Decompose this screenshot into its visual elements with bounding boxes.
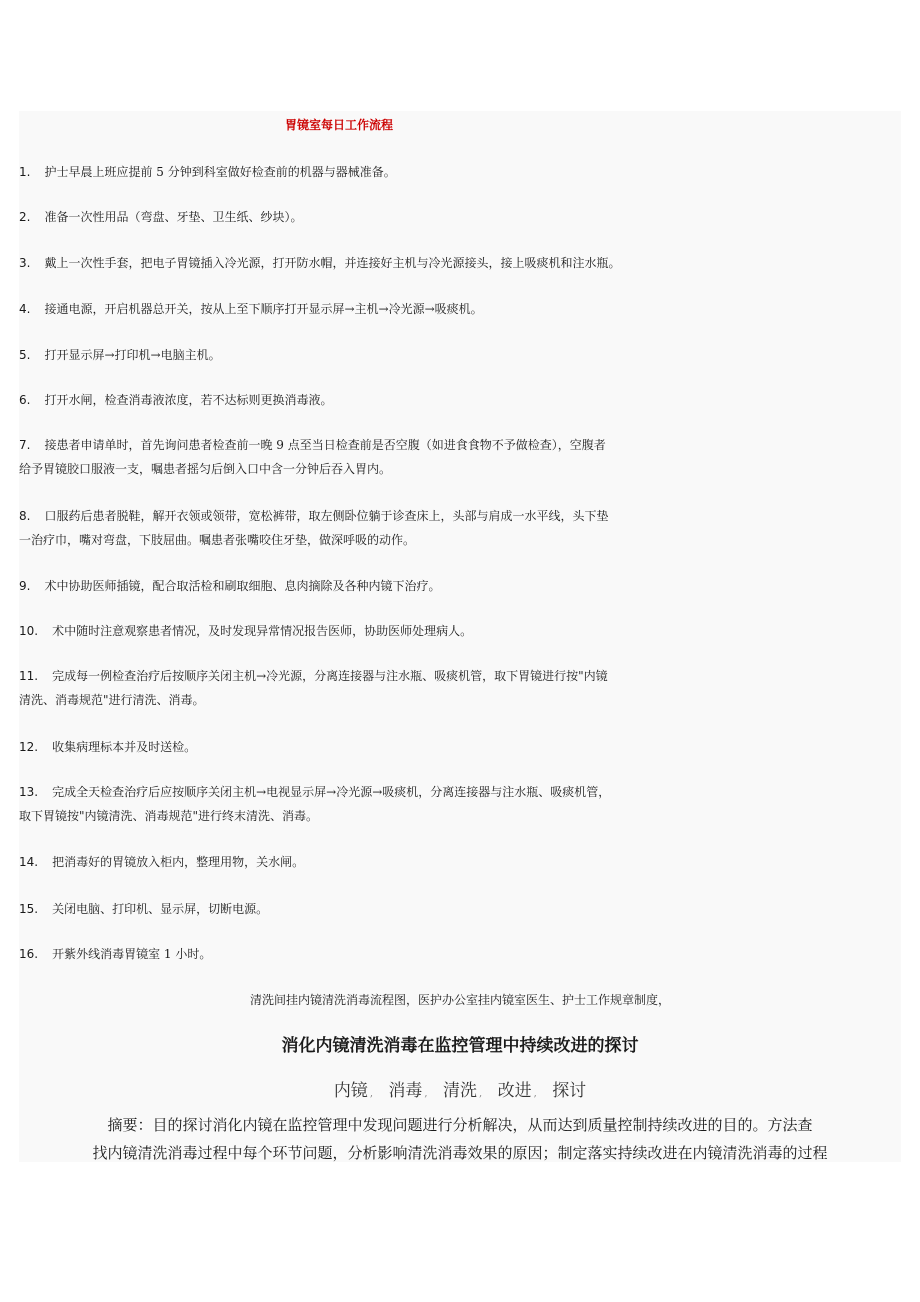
- step-item: [19, 504, 608, 552]
- step-number: 10.: [19, 624, 39, 638]
- step-text: 术中协助医师插镜，配合取活检和刷取细胞、息肉摘除及各种内镜下治疗。: [44, 579, 441, 593]
- step-item: [19, 160, 396, 184]
- step-item: [19, 388, 332, 412]
- keyword: 清洗: [443, 1081, 477, 1101]
- step-line: [19, 297, 483, 321]
- step-text: 戴上一次性手套，把电子胃镜插入冷光源，打开防水帽，并连接好主机与冷光源接头，接上吸痰机和注水瓶。: [44, 256, 621, 270]
- step-text: 护士早晨上班应提前 5 分钟到科室做好检查前的机器与器械准备。: [44, 165, 396, 179]
- step-line: [19, 160, 396, 184]
- step-text: 完成每一例检查治疗后按顺序关闭主机→冷光源，分离连接器与注水瓶、吸痰机管，取下胃镜进行按"内镜: [52, 669, 608, 683]
- keyword: 探讨: [552, 1081, 587, 1101]
- step-line: [19, 504, 608, 528]
- step-item: [19, 251, 620, 275]
- step-text: 一治疗巾，嘴对弯盘，下肢屈曲。嘱患者张嘴咬住牙垫，做深呼吸的动作。: [19, 533, 416, 547]
- keyword: 消毒: [388, 1081, 423, 1101]
- step-text: 清洗、消毒规范"进行清洗、消毒。: [19, 693, 205, 707]
- step-number: 6.: [19, 393, 31, 407]
- step-line: [19, 205, 302, 229]
- step-item: [19, 433, 606, 481]
- step-number: 8.: [19, 509, 31, 523]
- step-number: 16.: [19, 947, 39, 961]
- step-line: [19, 251, 620, 275]
- step-number: 15.: [19, 902, 39, 916]
- step-text: 口服药后患者脱鞋，解开衣领或领带，宽松裤带，取左侧卧位躺于诊查床上，头部与肩成一水平线，头下垫: [44, 509, 609, 523]
- abstract-line: 找内镜清洗消毒过程中每个环节问题，分析影响清洗消毒效果的原因；制定落实持续改进在内镜清洗消毒的过程: [92, 1144, 828, 1162]
- step-item: [19, 850, 304, 874]
- abstract: [19, 1111, 901, 1167]
- keyword-separator: ,: [424, 1088, 428, 1099]
- step-number: 4.: [19, 302, 31, 316]
- step-item: [19, 619, 472, 643]
- step-number: 5.: [19, 348, 31, 362]
- keyword-separator: ,: [479, 1088, 483, 1099]
- step-text: 打开水闸，检查消毒液浓度，若不达标则更换消毒液。: [44, 393, 333, 407]
- step-text: 术中随时注意观察患者情况，及时发现异常情况报告医师，协助医师处理病人。: [52, 624, 473, 638]
- step-item: [19, 942, 211, 966]
- step-number: 7.: [19, 438, 31, 452]
- step-number: 3.: [19, 256, 31, 270]
- step-text: 把消毒好的胃镜放入柜内，整理用物，关水闸。: [52, 855, 305, 869]
- keyword-separator: ,: [369, 1088, 373, 1099]
- keyword: 改进: [497, 1081, 532, 1101]
- step-text: 关闭电脑、打印机、显示屏，切断电源。: [52, 902, 269, 916]
- step-line: [19, 388, 332, 412]
- document-title: 胃镜室每日工作流程: [285, 118, 394, 132]
- abstract-line: 摘要：目的探讨消化内镜在监控管理中发现问题进行分析解决，从而达到质量控制持续改进的目的。方法查: [107, 1116, 813, 1134]
- step-text: 收集病理标本并及时送检。: [52, 740, 197, 754]
- step-line: [19, 850, 304, 874]
- step-number: 11.: [19, 669, 39, 683]
- step-item: [19, 297, 483, 321]
- step-item: [19, 897, 268, 921]
- step-text: 准备一次性用品（弯盘、牙垫、卫生纸、纱块）。: [44, 210, 303, 224]
- step-line: [19, 780, 610, 804]
- step-text: 开紫外线消毒胃镜室 1 小时。: [52, 947, 212, 961]
- step-text: 接通电源，开启机器总开关，按从上至下顺序打开显示屏→主机→冷光源→吸痰机。: [44, 302, 483, 316]
- step-item: [19, 735, 196, 759]
- keyword-separator: ,: [533, 1088, 537, 1099]
- keyword: 内镜: [333, 1081, 368, 1101]
- step-line: [19, 735, 196, 759]
- step-item: [19, 343, 221, 367]
- step-number: 1.: [19, 165, 31, 179]
- step-line: [19, 804, 610, 828]
- step-text: 打开显示屏→打印机→电脑主机。: [44, 348, 221, 362]
- step-number: 9.: [19, 579, 31, 593]
- step-line: [19, 942, 211, 966]
- step-line: [19, 619, 472, 643]
- step-number: 12.: [19, 740, 39, 754]
- step-number: 13.: [19, 785, 39, 799]
- step-item: [19, 780, 610, 828]
- document-page: [19, 111, 901, 1162]
- step-item: [19, 205, 302, 229]
- step-text: 完成全天检查治疗后应按顺序关闭主机→电视显示屏→冷光源→吸痰机，分离连接器与注水瓶、吸痰机管，: [52, 785, 611, 799]
- keywords-line: [19, 1079, 901, 1106]
- step-item: [19, 574, 440, 598]
- step-line: [19, 433, 606, 457]
- step-line: [19, 664, 608, 688]
- step-line: [19, 343, 221, 367]
- caption-text: 清洗间挂内镜清洗消毒流程图，医护办公室挂内镜室医生、护士工作规章制度，: [249, 993, 670, 1007]
- step-line: [19, 457, 606, 481]
- step-text: 取下胃镜按"内镜清洗、消毒规范"进行终末清洗、消毒。: [19, 809, 319, 823]
- step-text: 接患者申请单时，首先询问患者检查前一晚 9 点至当日检查前是否空腹（如进食食物不予做检查），空腹者: [44, 438, 606, 452]
- step-number: 14.: [19, 855, 39, 869]
- step-line: [19, 574, 440, 598]
- step-line: [19, 897, 268, 921]
- step-line: [19, 528, 608, 552]
- article-title: 消化内镜清洗消毒在监控管理中持续改进的探讨: [281, 1036, 639, 1056]
- step-item: [19, 664, 608, 712]
- step-text: 给予胃镜胶口服液一支，嘱患者摇匀后倒入口中含一分钟后吞入胃内。: [19, 462, 392, 476]
- step-number: 2.: [19, 210, 31, 224]
- step-line: [19, 688, 608, 712]
